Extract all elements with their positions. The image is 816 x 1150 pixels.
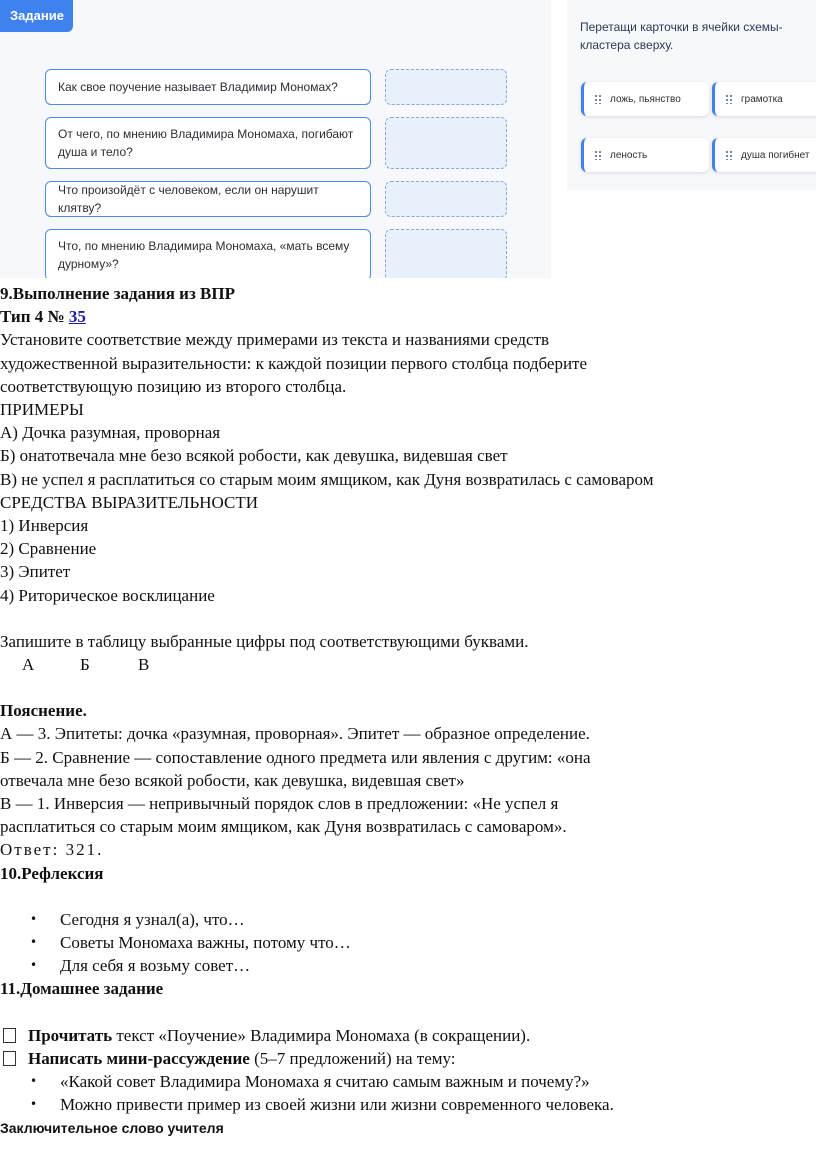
question-card: Что, по мнению Владимира Мономаха, «мать всему дурному»?: [45, 229, 371, 278]
section-heading: 9.Выполнение задания из ВПР: [0, 284, 235, 303]
drag-handle-icon: [594, 150, 602, 160]
document-body: [0, 282, 816, 1140]
task-widget-screenshot: [0, 0, 551, 278]
question-card: От чего, по мнению Владимира Мономаха, погибают душа и тело?: [45, 117, 371, 169]
drag-hint: Перетащи карточки в ячейки схемы-кластера сверху.: [580, 20, 783, 52]
section-heading: 10.Рефлексия: [0, 863, 104, 883]
means-item: 2) Сравнение: [0, 539, 97, 559]
explanation-line: расплатиться со старым моим ямщиком, как Дуня возвратилась с самоваром».: [0, 817, 567, 837]
list-item: • «Какой совет Владимира Мономаха я считаю самым важным и почему?»: [0, 1070, 816, 1093]
means-header: СРЕДСТВА ВЫРАЗИТЕЛЬНОСТИ: [0, 492, 258, 512]
drag-card[interactable]: ложь, пьянство: [581, 82, 709, 116]
closing-heading: Заключительное слово учителя: [0, 1119, 224, 1136]
explanation-line: Б — 2. Сравнение — сопоставление одного предмета или явления с другим: «она: [0, 747, 591, 767]
instruction: Запишите в таблицу выбранные цифры под соответствующими буквами.: [0, 631, 529, 651]
homework-item: Прочитать текст «Поучение» Владимира Мономаха (в сокращении).: [0, 1024, 816, 1047]
drop-slot[interactable]: [385, 69, 507, 105]
task-tag: Задание: [0, 0, 73, 32]
task-text: соответствующую позицию из второго столбца.: [0, 376, 347, 396]
drop-slot[interactable]: [385, 181, 507, 217]
list-item: • Сегодня я узнал(а), что…: [0, 908, 816, 931]
explanation-line: В — 1. Инверсия — непривычный порядок слов в предложении: «Не успел я: [0, 794, 559, 814]
examples-header: ПРИМЕРЫ: [0, 400, 84, 420]
task-text: художественной выразительности: к каждой позиции первого столбца подберите: [0, 353, 588, 373]
explanation-line: отвечала мне безо всякой робости, как девушка, видевшая свет»: [0, 770, 465, 790]
task-type: Тип 4 № 35: [0, 307, 86, 327]
answer-table-header: [22, 653, 816, 676]
letter-c: В: [138, 655, 150, 675]
cards-panel: [567, 0, 816, 190]
homework-item: Написать мини-рассуждение (5–7 предложений) на тему:: [0, 1047, 816, 1070]
explanation-line: А — 3. Эпитеты: дочка «разумная, проворная». Эпитет — образное определение.: [0, 724, 590, 744]
letter-b: Б: [80, 655, 90, 675]
drop-slot[interactable]: [385, 229, 507, 278]
task-number-link[interactable]: 35: [68, 307, 86, 327]
means-item: 3) Эпитет: [0, 562, 71, 582]
drag-handle-icon: [594, 94, 602, 104]
list-item: • Для себя я возьму совет…: [0, 954, 816, 977]
drop-slot[interactable]: [385, 117, 507, 169]
checkbox-icon: [3, 1051, 16, 1066]
example-item: Б) онатотвечала мне безо всякой робости, как девушка, видевшая свет: [0, 446, 508, 466]
list-item: • Советы Мономаха важны, потому что…: [0, 931, 816, 954]
question-card: Что произойдёт с человеком, если он нарушит клятву?: [45, 181, 371, 217]
drag-handle-icon: [725, 94, 733, 104]
means-item: 4) Риторическое восклицание: [0, 585, 215, 605]
answer: Ответ: 321.: [0, 840, 104, 860]
means-item: 1) Инверсия: [0, 516, 89, 536]
drag-handle-icon: [725, 150, 733, 160]
drag-card[interactable]: леность: [581, 138, 709, 172]
list-item: • Можно привести пример из своей жизни или жизни современного человека.: [0, 1093, 816, 1116]
drag-card[interactable]: грамотка: [712, 82, 816, 116]
letter-a: А: [22, 655, 35, 675]
example-item: А) Дочка разумная, проворная: [0, 423, 221, 443]
checkbox-icon: [3, 1028, 16, 1043]
question-card: Как свое поучение называет Владимир Мономах?: [45, 69, 371, 105]
example-item: В) не успел я расплатиться со старым моим ямщиком, как Дуня возвратилась с самоваром: [0, 469, 654, 489]
drag-card[interactable]: душа погибнет: [712, 138, 816, 172]
task-text: Установите соответствие между примерами из текста и названиями средств: [0, 330, 550, 350]
explanation-header: Пояснение.: [0, 701, 87, 721]
section-heading: 11.Домашнее задание: [0, 979, 164, 999]
